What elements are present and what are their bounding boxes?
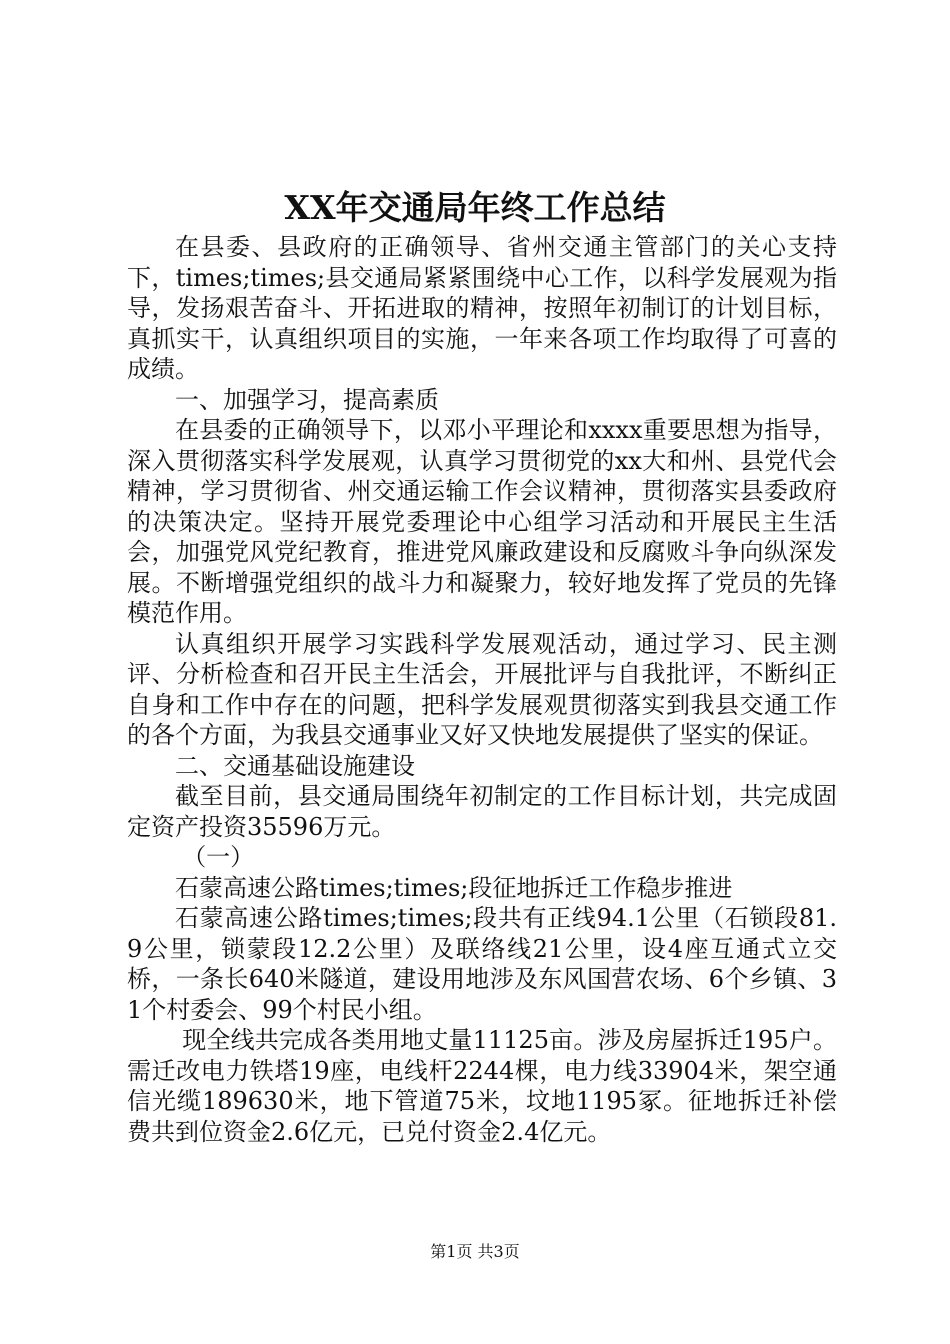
section-heading-1: 一、加强学习，提高素质 [175, 385, 439, 414]
section-heading-2: 二、交通基础设施建设 [175, 751, 415, 780]
subsection-number: （一） [182, 843, 255, 871]
document-title: XX年交通局年终工作总结 [284, 188, 666, 227]
paragraph-intro: 在县委、县政府的正确领导、省州交通主管部门的关心支持下，times;times;县交通局紧紧围绕中心工作，以科学发展观为指导，发扬艰苦奋斗、开拓进取的精神，按照年初制订的计划目标，真抓实干，认真组织项目的实施，一年来各项工作均取得了可喜的成绩。 [127, 233, 837, 383]
page-footer: 第1页 共3页 [430, 1242, 520, 1261]
subsection-heading: 石蒙高速公路times;times;段征地拆迁工作稳步推进 [175, 873, 733, 902]
paragraph: 认真组织开展学习实践科学发展观活动，通过学习、民主测评、分析检查和召开民主生活会，开展批评与自我批评，不断纠正自身和工作中存在的问题，把科学发展观贯彻落实到我县交通工作的各个方面，为我县交通事业又好又快地发展提供了坚实的保证。 [127, 629, 837, 749]
paragraph: 截至目前，县交通局围绕年初制定的工作目标计划，共完成固定资产投资35596万元。 [127, 782, 837, 841]
paragraph: 现全线共完成各类用地丈量11125亩。涉及房屋拆迁195户。需迁改电力铁塔19座，电线杆2244棵，电力线33904米，架空通信光缆189630米，地下管道75米，坟地1195冢。征地拆迁补偿费共到位资金2.6亿元，已兑付资金2.4亿元。 [127, 1026, 837, 1146]
paragraph: 在县委的正确领导下，以邓小平理论和xxxx重要思想为指导，深入贯彻落实科学发展观，认真学习贯彻党的xx大和州、县党代会精神，学习贯彻省、州交通运输工作会议精神，贯彻落实县委政府的决策决定。坚持开展党委理论中心组学习活动和开展民主生活会，加强党风党纪教育，推进党风廉政建设和反腐败斗争向纵深发展。不断增强党组织的战斗力和凝聚力，较好地发挥了党员的先锋模范作用。 [127, 416, 837, 627]
paragraph: 石蒙高速公路times;times;段共有正线94.1公里（石锁段81.9公里，锁蒙段12.2公里）及联络线21公里，设4座互通式立交桥，一条长640米隧道，建设用地涉及东风国营农场、6个乡镇、31个村委会、99个村民小组。 [127, 904, 837, 1024]
document-body [127, 232, 837, 1147]
